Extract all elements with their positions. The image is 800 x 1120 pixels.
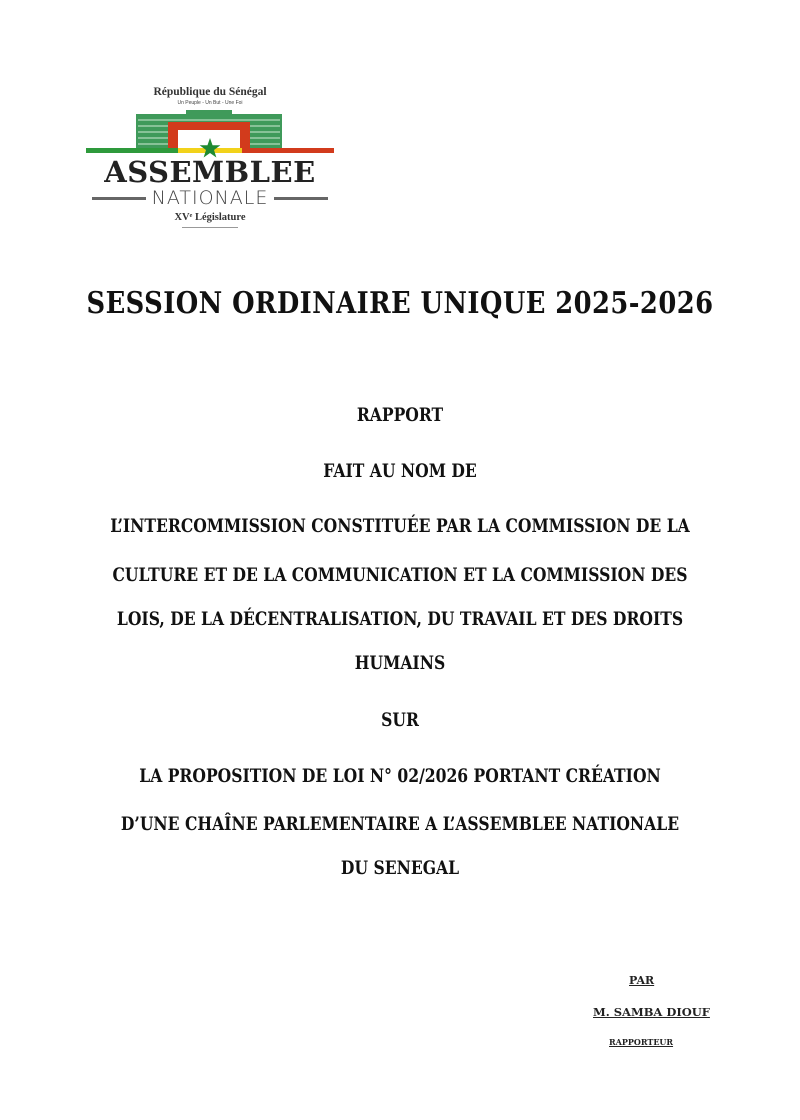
logo-legislature-text: XVᵉ Législature bbox=[174, 212, 246, 223]
flag-stripe-green bbox=[86, 148, 178, 153]
subject-line-3: DU SENEGAL bbox=[340, 857, 460, 879]
report-label: RAPPORT bbox=[356, 404, 444, 426]
logo-motto-text: Un Peuple - Un But - Une Foi bbox=[177, 100, 243, 106]
logo-nationale-row bbox=[86, 188, 334, 208]
rapporteur-name: M. SAMBA DIOUF bbox=[593, 1005, 710, 1019]
logo-assemblee-text: ASSEMBLEE bbox=[104, 155, 316, 189]
divider bbox=[274, 197, 328, 200]
divider bbox=[182, 227, 238, 228]
on-label: SUR bbox=[381, 709, 419, 731]
rapporteur-role: RAPPORTEUR bbox=[609, 1037, 674, 1047]
commission-line-4: HUMAINS bbox=[354, 652, 446, 674]
subject-line-2: D’UNE CHAÎNE PARLEMENTAIRE A L’ASSEMBLEE NATIONALE bbox=[120, 813, 680, 835]
divider bbox=[92, 197, 146, 200]
on-behalf-label: FAIT AU NOM DE bbox=[323, 460, 477, 482]
commission-line-2: CULTURE ET DE LA COMMUNICATION ET LA COMMISSION DES bbox=[112, 564, 688, 586]
assemblee-nationale-logo bbox=[86, 82, 334, 232]
flag-stripe-red bbox=[242, 148, 334, 153]
commission-line-3: LOIS, DE LA DÉCENTRALISATION, DU TRAVAIL ET DES DROITS bbox=[116, 608, 684, 630]
subject-line-1: LA PROPOSITION DE LOI N° 02/2026 PORTANT CRÉATION bbox=[139, 765, 661, 787]
logo-nationale-text: NATIONALE bbox=[151, 187, 269, 209]
commission-line-1: L’INTERCOMMISSION CONSTITUÉE PAR LA COMMISSION DE LA bbox=[110, 515, 690, 537]
signature-by-label: PAR bbox=[629, 974, 655, 987]
session-title: SESSION ORDINAIRE UNIQUE 2025-2026 bbox=[86, 286, 714, 321]
logo-republic-text: République du Sénégal bbox=[153, 86, 267, 98]
